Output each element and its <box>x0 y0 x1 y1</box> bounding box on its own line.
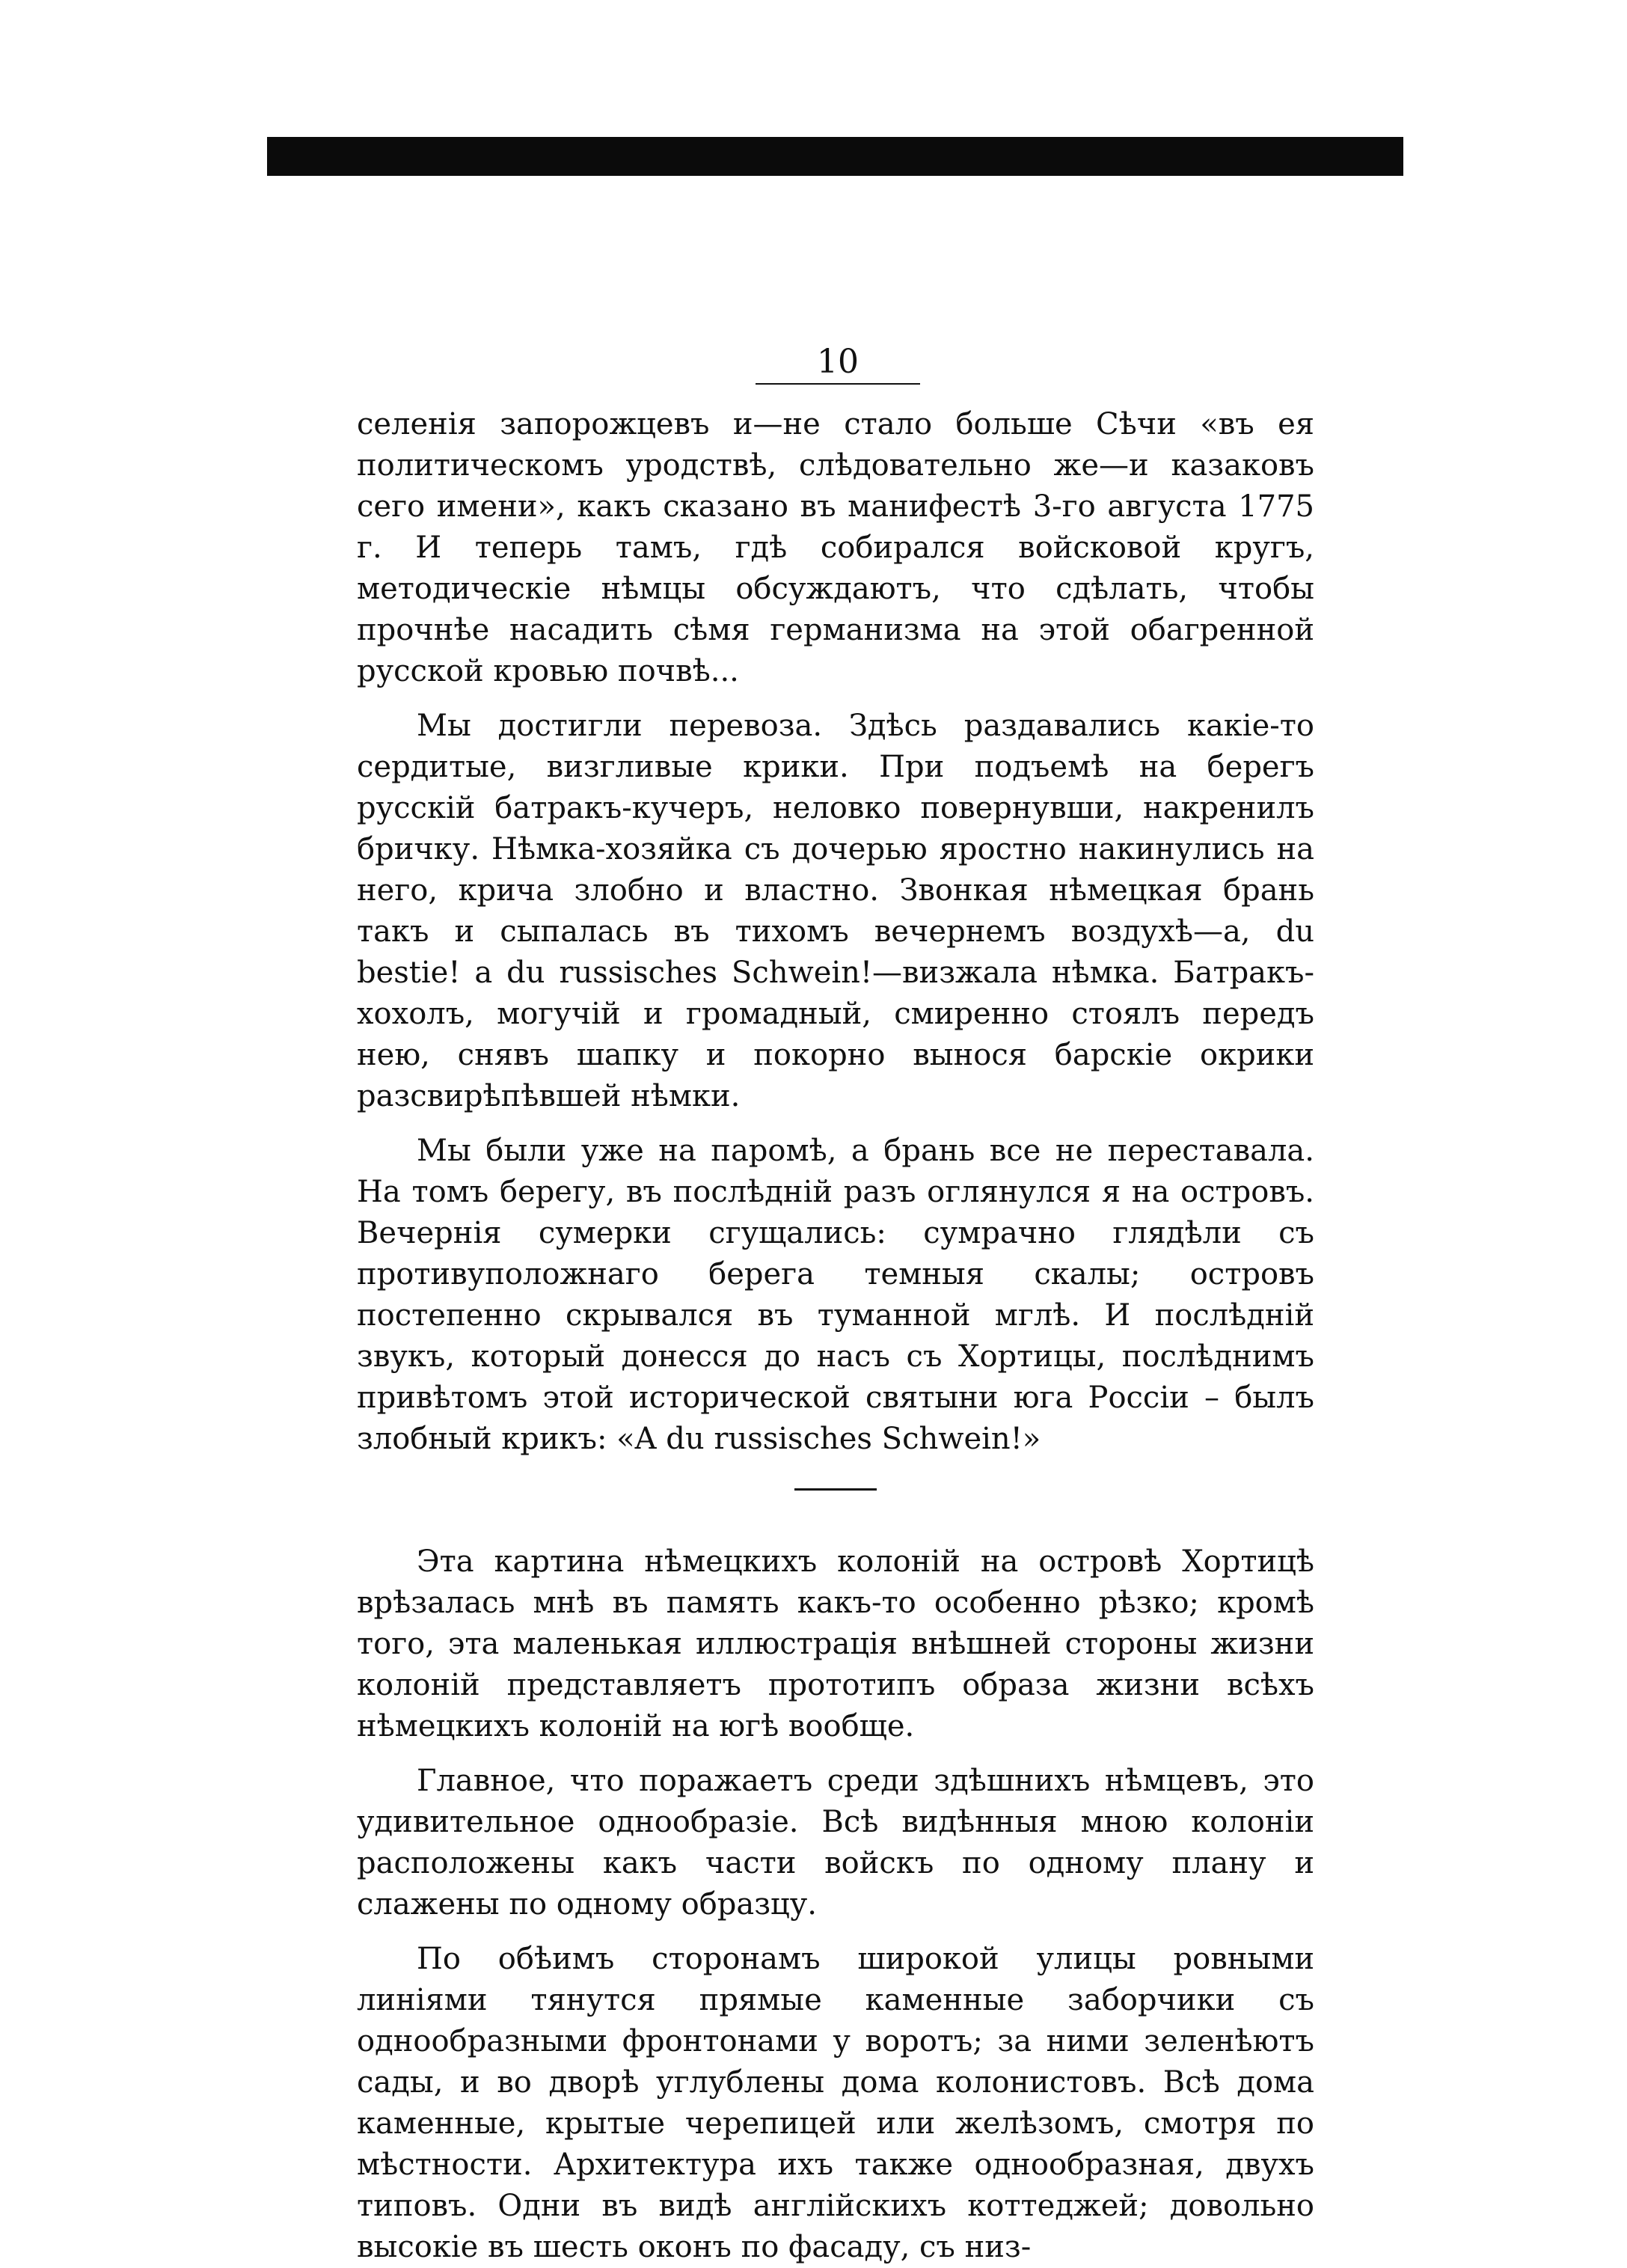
paragraph-5: Главное, что поражаетъ среди здѣшнихъ нѣмцевъ, это удивительное однообразіе. Всѣ видѣнныя мною колоніи расположены какъ части войскъ по одному плану и слажены по одному образцу. <box>357 1764 1314 1922</box>
paragraph-6: По обѣимъ сторонамъ широкой улицы ровными линіями тянутся прямые каменные заборчики съ однообразными фронтонами у воротъ; за ними зеленѣютъ сады, и во дворѣ углублены дома колонистовъ. Всѣ дома каменные, крытые черепицей или желѣзомъ, смотря по мѣстности. Архитектура ихъ также однообразная, двухъ типовъ. Одни въ видѣ англійскихъ коттеджей; довольно высокіе въ шесть оконъ по фасаду, съ низ- <box>357 1942 1314 2264</box>
paragraph-4: Эта картина нѣмецкихъ колоній на островѣ Хортицѣ врѣзалась мнѣ въ память какъ-то особенно рѣзко; кромѣ того, эта маленькая иллюстрація внѣшней стороны жизни колоній представляетъ прототипъ образа жизни всѣхъ нѣмецкихъ колоній на югѣ вообще. <box>357 1544 1314 1743</box>
scan-edge-bar <box>267 137 1403 176</box>
section-divider <box>794 1488 877 1491</box>
paragraph-3: Мы были уже на паромѣ, а брань все не переставала. На томъ берегу, въ послѣдній разъ оглянулся я на островъ. Вечернія сумерки сгущались: сумрачно глядѣли съ противуположнаго берега темныя скалы; островъ постепенно скрывался въ туманной мглѣ. И послѣдній звукъ, который донесся до насъ съ Хортицы, послѣднимъ привѣтомъ этой исторической святыни юга Россіи – былъ злобный крикъ: «A du russisches Schwein!» <box>357 1134 1314 1456</box>
page-number-rule <box>756 383 920 385</box>
paragraph-1: селенія запорожцевъ и—не стало больше Сѣчи «въ ея политическомъ уродствѣ, слѣдовательно же—и казаковъ сего имени», какъ сказано въ манифестѣ 3-го августа 1775 г. И теперь тамъ, гдѣ собирался войсковой кругъ, методическіе нѣмцы обсуждаютъ, что сдѣлать, чтобы прочнѣе насадить сѣмя германизма на этой обагренной русской кровью почвѣ... <box>357 407 1314 688</box>
body-text <box>357 404 1314 2268</box>
page-number: 10 <box>817 343 859 381</box>
paragraph-2: Мы достигли перевоза. Здѣсь раздавались какіе-то сердитые, визгливые крики. При подъемѣ на берегъ русскій батракъ-кучеръ, неловко повернувши, накренилъ бричку. Нѣмка-хозяйка съ дочерью яростно накинулись на него, крича злобно и властно. Звонкая нѣмецкая брань такъ и сыпалась въ тихомъ вечернемъ воздухѣ—a, du bestie! a du russisches Schwein!—визжала нѣмка. Батракъ-хохолъ, могучій и громадный, смиренно стоялъ передъ нею, снявъ шапку и покорно вынося барскіе окрики разсвирѣпѣвшей нѣмки. <box>357 709 1314 1113</box>
